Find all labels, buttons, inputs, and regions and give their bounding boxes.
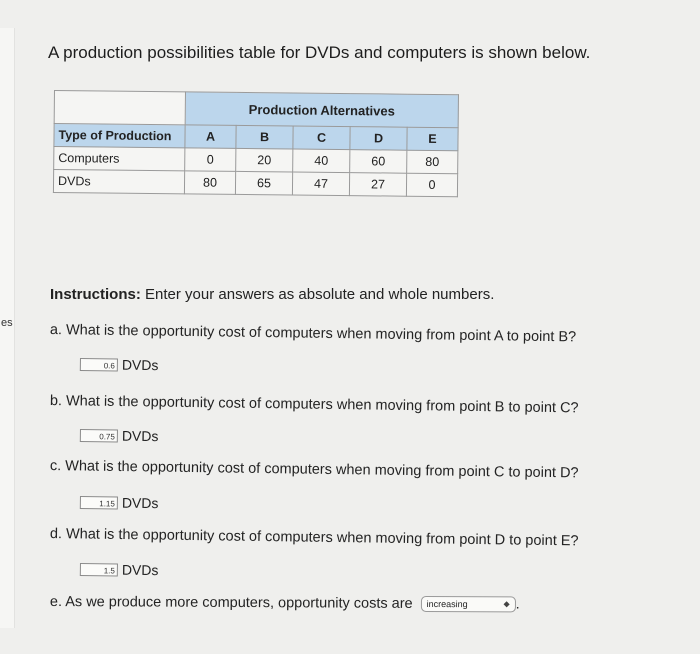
table-corner-cell [54,91,185,125]
table-cell: 47 [292,172,349,196]
column-header-a: A [185,125,236,149]
question-headline: A production possibilities table for DVDs and computers is shown below. [48,43,591,62]
question-b: b. What is the opportunity cost of computers when moving from point B to point C? [49,393,579,417]
question-e-text: e. As we produce more computers, opportunity costs are [49,594,413,612]
question-e-period: . [515,596,520,613]
question-a: a. What is the opportunity cost of computers when moving from point A to point B? [49,322,577,346]
table-cell: 65 [235,171,292,195]
row-label: Computers [54,147,185,171]
table-cell: 0 [185,148,236,172]
table-cell: 80 [184,171,235,195]
table-row [53,170,457,197]
answer-unit: DVDs [121,561,159,579]
row-header-cell: Type of Production [54,124,185,148]
answer-row-d [80,561,159,578]
chevron-up-down-icon: ◆ [503,599,510,609]
production-possibilities-table [53,90,459,197]
instructions-body: Enter your answers as absolute and whole numbers. [140,286,495,303]
question-d: d. What is the opportunity cost of computers when moving from point D to point E? [49,526,579,550]
table-cell: 80 [407,150,458,174]
sidebar-partial-label: es [1,317,13,329]
column-header-c: C [293,126,350,150]
answer-unit: DVDs [121,494,159,512]
table-cell: 27 [349,173,406,197]
answer-row-b [80,427,159,444]
answer-unit: DVDs [121,356,159,374]
opportunity-cost-select[interactable] [421,596,516,612]
instructions-text [50,286,494,303]
table-cell: 60 [350,150,407,174]
answer-input-a[interactable]: 0.6 [80,357,118,371]
answer-input-c[interactable]: 1.15 [80,495,118,509]
column-header-b: B [236,125,293,149]
answer-unit: DVDs [121,427,159,445]
answer-input-d[interactable]: 1.5 [80,562,118,576]
instructions-prefix: Instructions: [50,286,141,303]
answer-input-b[interactable]: 0.75 [80,428,118,442]
table-cell: 20 [236,148,293,172]
answer-row-c [80,494,159,511]
select-value: increasing [426,599,468,610]
table-group-header: Production Alternatives [185,92,458,128]
table-cell: 0 [406,173,457,197]
column-header-e: E [407,127,458,151]
question-e [50,594,520,613]
row-label: DVDs [53,170,184,194]
column-header-d: D [350,127,407,151]
table-cell: 40 [293,149,350,173]
question-c: c. What is the opportunity cost of computers when moving from point C to point D? [49,458,579,482]
answer-row-a [80,356,159,373]
